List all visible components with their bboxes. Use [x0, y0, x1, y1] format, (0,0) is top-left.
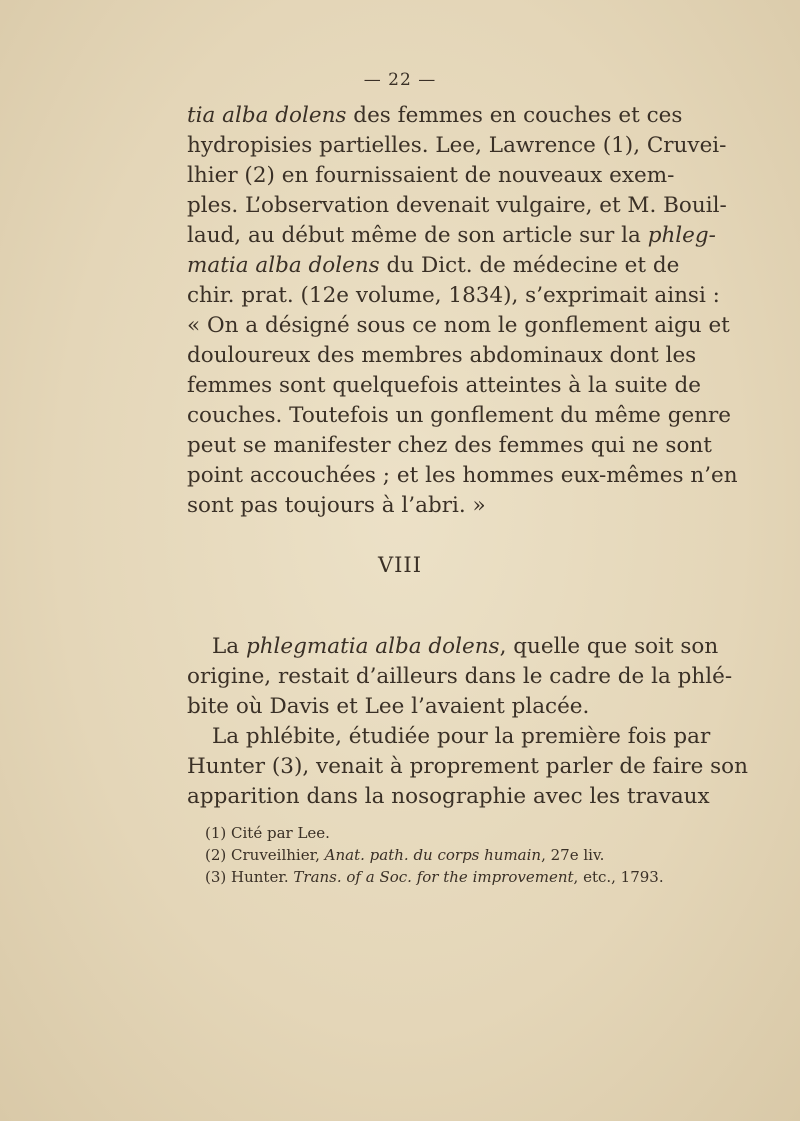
text-line: femmes sont quelquefois atteintes à la suite de: [187, 373, 701, 398]
text-line: douloureux des membres abdominaux dont les: [187, 343, 697, 368]
text-line: tia alba dolens des femmes en couches et ces: [187, 103, 683, 128]
section-heading: VIII: [377, 553, 423, 577]
text-line: chir. prat. (12e volume, 1834), s’exprimait ainsi :: [187, 283, 720, 308]
text-line: La phlébite, étudiée pour la première fois par: [212, 724, 711, 749]
text-line: hydropisies partielles. Lee, Lawrence (1), Cruvei-: [187, 133, 727, 158]
text-line: laud, au début même de son article sur la phleg-: [187, 223, 716, 248]
text-line: peut se manifester chez des femmes qui ne sont: [187, 433, 712, 458]
text-line: « On a désigné sous ce nom le gonflement aigu et: [187, 313, 730, 338]
text-line: La phlegmatia alba dolens, quelle que soit son: [212, 634, 719, 659]
footnote: (3) Hunter. Trans. of a Soc. for the improvement, etc., 1793.: [205, 868, 664, 886]
text-line: point accouchées ; et les hommes eux-mêmes n’en: [187, 463, 738, 488]
text-line: matia alba dolens du Dict. de médecine et de: [187, 253, 680, 278]
text-line: sont pas toujours à l’abri. »: [187, 493, 486, 518]
footnote: (1) Cité par Lee.: [205, 824, 330, 842]
text-line: apparition dans la nosographie avec les travaux: [187, 784, 710, 809]
page-number: — 22 —: [363, 70, 437, 90]
text-line: couches. Toutefois un gonflement du même genre: [187, 403, 732, 428]
text-line: bite où Davis et Lee l’avaient placée.: [187, 694, 590, 719]
text-line: Hunter (3), venait à proprement parler de faire son: [187, 754, 748, 779]
text-line: lhier (2) en fournissaient de nouveaux exem-: [187, 163, 675, 188]
footnote: (2) Cruveilhier, Anat. path. du corps humain, 27e liv.: [205, 846, 605, 864]
text-line: origine, restait d’ailleurs dans le cadre de la phlé-: [187, 664, 733, 689]
text-line: ples. L’observation devenait vulgaire, et M. Bouil-: [187, 193, 727, 218]
